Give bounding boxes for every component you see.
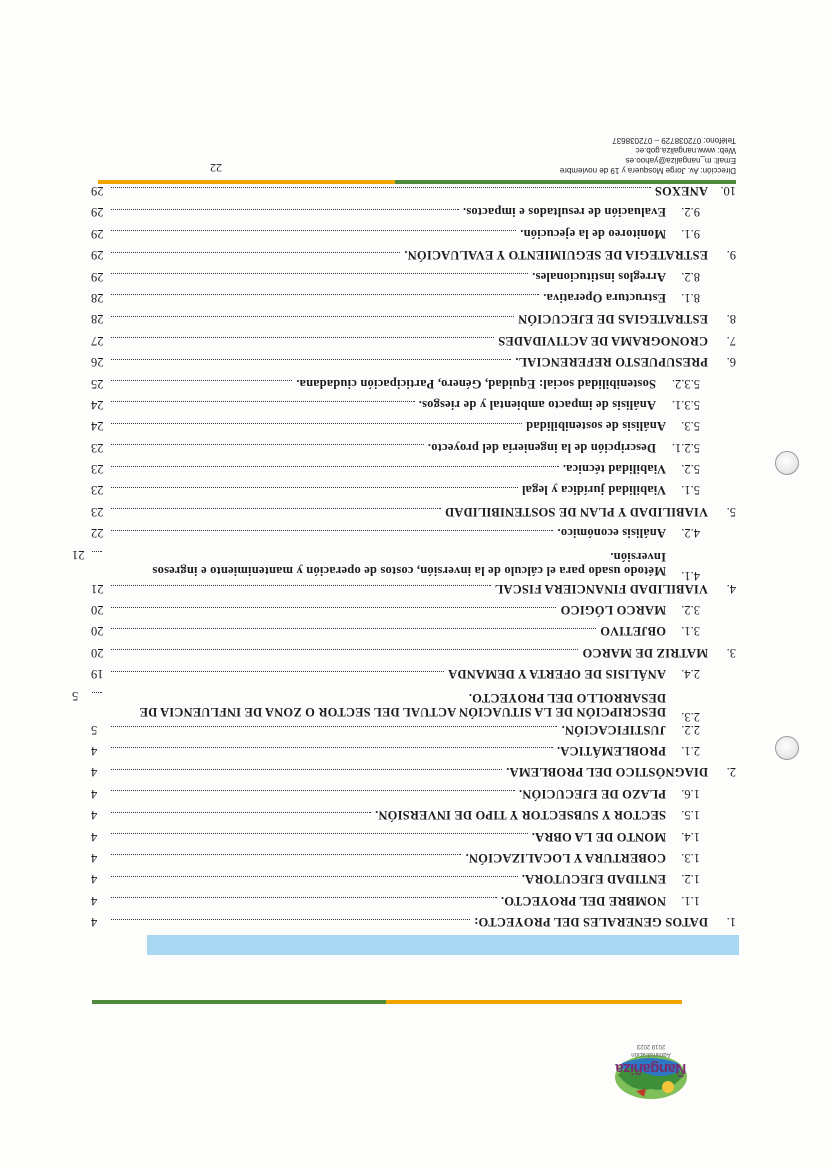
toc-dot-leader [111, 380, 292, 381]
toc-entry-page: 20 [91, 645, 104, 660]
toc-dot-leader [111, 790, 515, 791]
toc-entry [91, 744, 736, 765]
toc-entry-title: Estructura Operativa. [543, 290, 666, 305]
toc-entry [91, 830, 736, 851]
toc-entry-number: 10. [720, 184, 736, 198]
toc-entry-number: 1.4. [681, 829, 700, 844]
toc-entry [91, 377, 736, 398]
toc-entry-page: 22 [91, 526, 104, 541]
toc-entry-page: 23 [91, 462, 104, 477]
toc-header-band [147, 935, 739, 955]
toc-entry [72, 688, 736, 725]
toc-entry-page: 24 [91, 397, 104, 412]
toc-entry-number: 8.1. [681, 290, 700, 305]
toc-entry-number: 2.3. [681, 710, 700, 725]
toc-entry [91, 398, 736, 419]
toc-entry-title: CRONOGRAMA DE ACTIVIDADES [498, 333, 708, 348]
toc-dot-leader [111, 876, 518, 877]
toc-entry-page: 26 [91, 355, 104, 370]
toc-entry [91, 527, 736, 548]
toc-entry [91, 916, 736, 937]
toc-entry-title: Análisis económico. [557, 526, 666, 541]
toc-entry-title: ESTRATEGIAS DE EJECUCIÓN [517, 312, 708, 327]
toc-entry [91, 441, 736, 462]
toc-entry-page: 19 [91, 667, 104, 682]
toc-entry-number: 9.2. [681, 205, 700, 220]
toc-dot-leader [111, 530, 553, 531]
toc-entry-number: 9.1. [681, 226, 700, 241]
toc-entry-number: 3. [726, 645, 736, 660]
toc-entry [91, 787, 736, 808]
toc-dot-leader [92, 692, 102, 693]
toc-dot-leader [111, 359, 511, 360]
toc-dot-leader [111, 585, 491, 586]
toc-entry-title: NOMBRE DEL PROYECTO. [500, 893, 666, 908]
toc-entry-title: MATRIZ DE MARCO [582, 645, 708, 660]
toc-entry [72, 547, 736, 584]
logo-subtitle: Administración [631, 1051, 671, 1057]
toc-dot-leader [111, 444, 424, 445]
toc-entry-title: Sostenibilidad social: Equidad, Género, Participación ciudadana. [296, 376, 656, 391]
toc-entry-title: ANEXOS [654, 184, 708, 198]
footer-web: Web: www.nangaliza.gob.ec [635, 146, 736, 155]
toc-entry [91, 668, 736, 689]
toc-entry [91, 582, 736, 603]
toc-entry-title: Viabilidad jurídica y legal [521, 483, 666, 498]
toc-entry [91, 249, 736, 270]
toc-entry-page: 20 [91, 603, 104, 618]
toc-entry-page: 27 [91, 333, 104, 348]
toc-entry-number: 5.2. [681, 462, 700, 477]
toc-dot-leader [111, 273, 528, 274]
toc-dot-leader [111, 423, 522, 424]
toc-entry-title: PRESUPUESTO REFERENCIAL. [515, 355, 708, 370]
punch-hole-upper [775, 451, 799, 475]
toc-entry-page: 5 [91, 722, 98, 737]
toc-entry-title: Evaluación de resultados e impactos. [462, 205, 666, 220]
toc-entry-page: 4 [91, 893, 98, 908]
toc-entry [91, 313, 736, 334]
toc-entry-number: 9. [726, 248, 736, 263]
toc-entry-number: 1.2. [681, 872, 700, 887]
toc-entry-number: 2.4. [681, 667, 700, 682]
toc-entry-page: 29 [91, 269, 104, 284]
toc-entry-title: Análisis de impacto ambiental y de riesgos. [418, 397, 656, 412]
toc-entry-number: 5.1. [681, 483, 700, 498]
toc-dot-leader [111, 337, 494, 338]
toc-entry-page: 23 [91, 483, 104, 498]
toc-entry [91, 851, 736, 872]
toc-entry-page: 20 [91, 624, 104, 639]
toc-entry-title: OBJETIVO [600, 624, 666, 639]
toc-entry-page: 29 [91, 248, 104, 263]
toc-dot-leader [111, 230, 516, 231]
toc-entry [91, 270, 736, 291]
toc-entry-number: 4.1. [681, 569, 700, 584]
toc-entry-number: 5. [726, 504, 736, 519]
toc-entry-number: 2.2. [681, 722, 700, 737]
logo-years: 2019 2023 [636, 1043, 666, 1049]
footer-orange-bar [98, 180, 396, 184]
footer-phone: Teléfono: 072038729 – 072038637 [612, 136, 736, 145]
toc-entry-number: 2. [726, 765, 736, 780]
toc-entry [91, 505, 736, 526]
toc-dot-leader [111, 209, 459, 210]
toc-entry-title: Arreglos institucionales. [532, 269, 666, 284]
toc-entry-page: 28 [91, 312, 104, 327]
toc-entry [91, 291, 736, 312]
footer-email: Email: m_nangaliza@yahoo.es [625, 156, 736, 165]
toc-entry-title: Monitoreo de la ejecución. [520, 226, 666, 241]
toc-entry-title: ENTIDAD EJECUTORA. [521, 872, 666, 887]
toc-entry-number: 1. [726, 915, 736, 930]
toc-entry-title: ANÁLISIS DE OFERTA Y DEMANDA [448, 667, 666, 682]
toc-entry-number: 1.3. [681, 850, 700, 865]
toc-entry-page: 4 [91, 786, 98, 801]
toc-dot-leader [111, 919, 470, 920]
toc-entry-title: PLAZO DE EJECUCIÓN. [518, 786, 666, 801]
toc-entry [91, 809, 736, 830]
toc-entry-number: 1.1. [681, 893, 700, 908]
toc-entry-page: 23 [91, 504, 104, 519]
footer-address: Dirección: Av. Jorge Mosquera y 19 de noviembre [559, 166, 736, 175]
toc-entry-page: 29 [91, 205, 104, 220]
toc-entry-title: Descripción de la ingeniería del proyecto. [427, 440, 656, 455]
toc-entry-number: 2.1. [681, 743, 700, 758]
toc-entry-title: JUSTIFICACIÓN. [561, 722, 666, 737]
toc-entry [91, 420, 736, 441]
toc-entry-page: 4 [91, 829, 98, 844]
toc-entry-title: SECTOR Y SUBSECTOR Y TIPO DE INVERSIÓN. [374, 808, 666, 823]
toc-entry-title: MONTO DE LA OBRA. [531, 829, 666, 844]
toc-entry-page: 28 [91, 290, 104, 305]
toc-entry [91, 463, 736, 484]
toc-entry-title: VIABILIDAD FINANCIERA FISCAL [494, 581, 708, 596]
toc-entry-page: 4 [91, 743, 98, 758]
toc-dot-leader [111, 294, 539, 295]
toc-dot-leader [111, 401, 415, 402]
toc-entry-number: 1.5. [681, 808, 700, 823]
toc-entry-title: COBERTURA Y LOCALIZACIÓN. [465, 850, 666, 865]
toc-entry-number: 5.2.1. [671, 440, 700, 455]
toc-entry-number: 6. [726, 355, 736, 370]
toc-dot-leader [111, 466, 559, 467]
toc-entry-title: VIABILIDAD Y PLAN DE SOSTENIBILIDAD [444, 504, 708, 519]
toc-entry-number: 5.3. [681, 419, 700, 434]
toc-dot-leader [111, 897, 497, 898]
table-of-contents [72, 184, 736, 938]
toc-entry-title: PROBLEMÁTICA. [556, 743, 666, 758]
toc-entry-number: 4.2. [681, 526, 700, 541]
toc-entry [91, 873, 736, 894]
toc-dot-leader [111, 649, 578, 650]
toc-entry-title: MARCO LÓGICO [560, 603, 666, 618]
toc-entry-number: 8. [726, 312, 736, 327]
toc-entry-title: DIAGNÓSTICO DEL PROBLEMA. [506, 765, 708, 780]
header-orange-bar [386, 1000, 682, 1004]
toc-entry [91, 206, 736, 227]
toc-entry [91, 766, 736, 787]
logo-wordmark: Ñangañiza [615, 1060, 687, 1077]
toc-dot-leader [111, 726, 557, 727]
toc-entry-page: 25 [91, 376, 104, 391]
toc-dot-leader [111, 252, 400, 253]
toc-dot-leader [111, 671, 444, 672]
toc-entry-page: 24 [91, 419, 104, 434]
municipal-logo [612, 1011, 690, 1111]
toc-entry-page: 29 [91, 184, 104, 198]
toc-entry [91, 185, 736, 206]
toc-dot-leader [111, 769, 502, 770]
toc-dot-leader [111, 812, 371, 813]
toc-entry-title: ESTRATEGIA DE SEGUIMIENTO Y EVALUACIÓN. [404, 248, 708, 263]
toc-entry-number: 5.3.1. [671, 397, 700, 412]
toc-dot-leader [111, 316, 514, 317]
toc-dot-leader [111, 508, 441, 509]
toc-entry-title: DATOS GENERALES DEL PROYECTO: [474, 915, 708, 930]
toc-entry-page: 4 [91, 808, 98, 823]
toc-dot-leader [111, 607, 556, 608]
toc-entry-page: 4 [91, 915, 98, 930]
toc-entry [91, 484, 736, 505]
toc-entry [91, 646, 736, 667]
toc-entry-number: 3.2. [681, 603, 700, 618]
toc-dot-leader [111, 833, 528, 834]
toc-entry-number: 5.3.2. [671, 376, 700, 391]
toc-entry-number: 7. [726, 333, 736, 348]
page-number: 22 [210, 161, 222, 175]
footer-contact [536, 135, 736, 175]
toc-entry-page: 4 [91, 850, 98, 865]
toc-entry-title: Método usado para el cálculo de la inversión, costos de operación y mantenimiento e ingresos Inversión. [152, 550, 666, 579]
toc-entry-page: 29 [91, 226, 104, 241]
toc-entry-page: 21 [91, 581, 104, 596]
toc-entry-page: 4 [91, 765, 98, 780]
toc-dot-leader [111, 628, 596, 629]
toc-entry-title: Viabilidad técnica. [562, 462, 666, 477]
toc-entry-number: 8.2. [681, 269, 700, 284]
toc-entry-number: 4. [726, 581, 736, 596]
toc-dot-leader [111, 188, 651, 189]
punch-hole-lower [775, 736, 799, 760]
toc-entry-title: Análisis de sostenibilidad [526, 419, 666, 434]
toc-entry-page: 5 [72, 688, 79, 703]
toc-entry [91, 356, 736, 377]
toc-entry-number: 3.1. [681, 624, 700, 639]
toc-entry-page: 23 [91, 440, 104, 455]
toc-dot-leader [111, 747, 553, 748]
toc-entry-page: 21 [72, 547, 85, 562]
toc-entry-title: DESCRIPCIÓN DE LA SITUACIÓN ACTUAL DEL SECTOR O ZONA DE INFLUENCIA DE DESARROLLO DEL PROYECTO. [139, 691, 666, 720]
toc-dot-leader [92, 551, 102, 552]
toc-entry-page: 4 [91, 872, 98, 887]
toc-entry [91, 723, 736, 744]
toc-entry [91, 894, 736, 915]
toc-entry-number: 1.6. [681, 786, 700, 801]
toc-entry [91, 604, 736, 625]
toc-entry [91, 625, 736, 646]
toc-entry [91, 334, 736, 355]
header-green-bar [92, 1000, 387, 1004]
toc-dot-leader [111, 487, 518, 488]
footer-green-bar [395, 180, 736, 184]
toc-dot-leader [111, 854, 461, 855]
toc-entry [91, 227, 736, 248]
